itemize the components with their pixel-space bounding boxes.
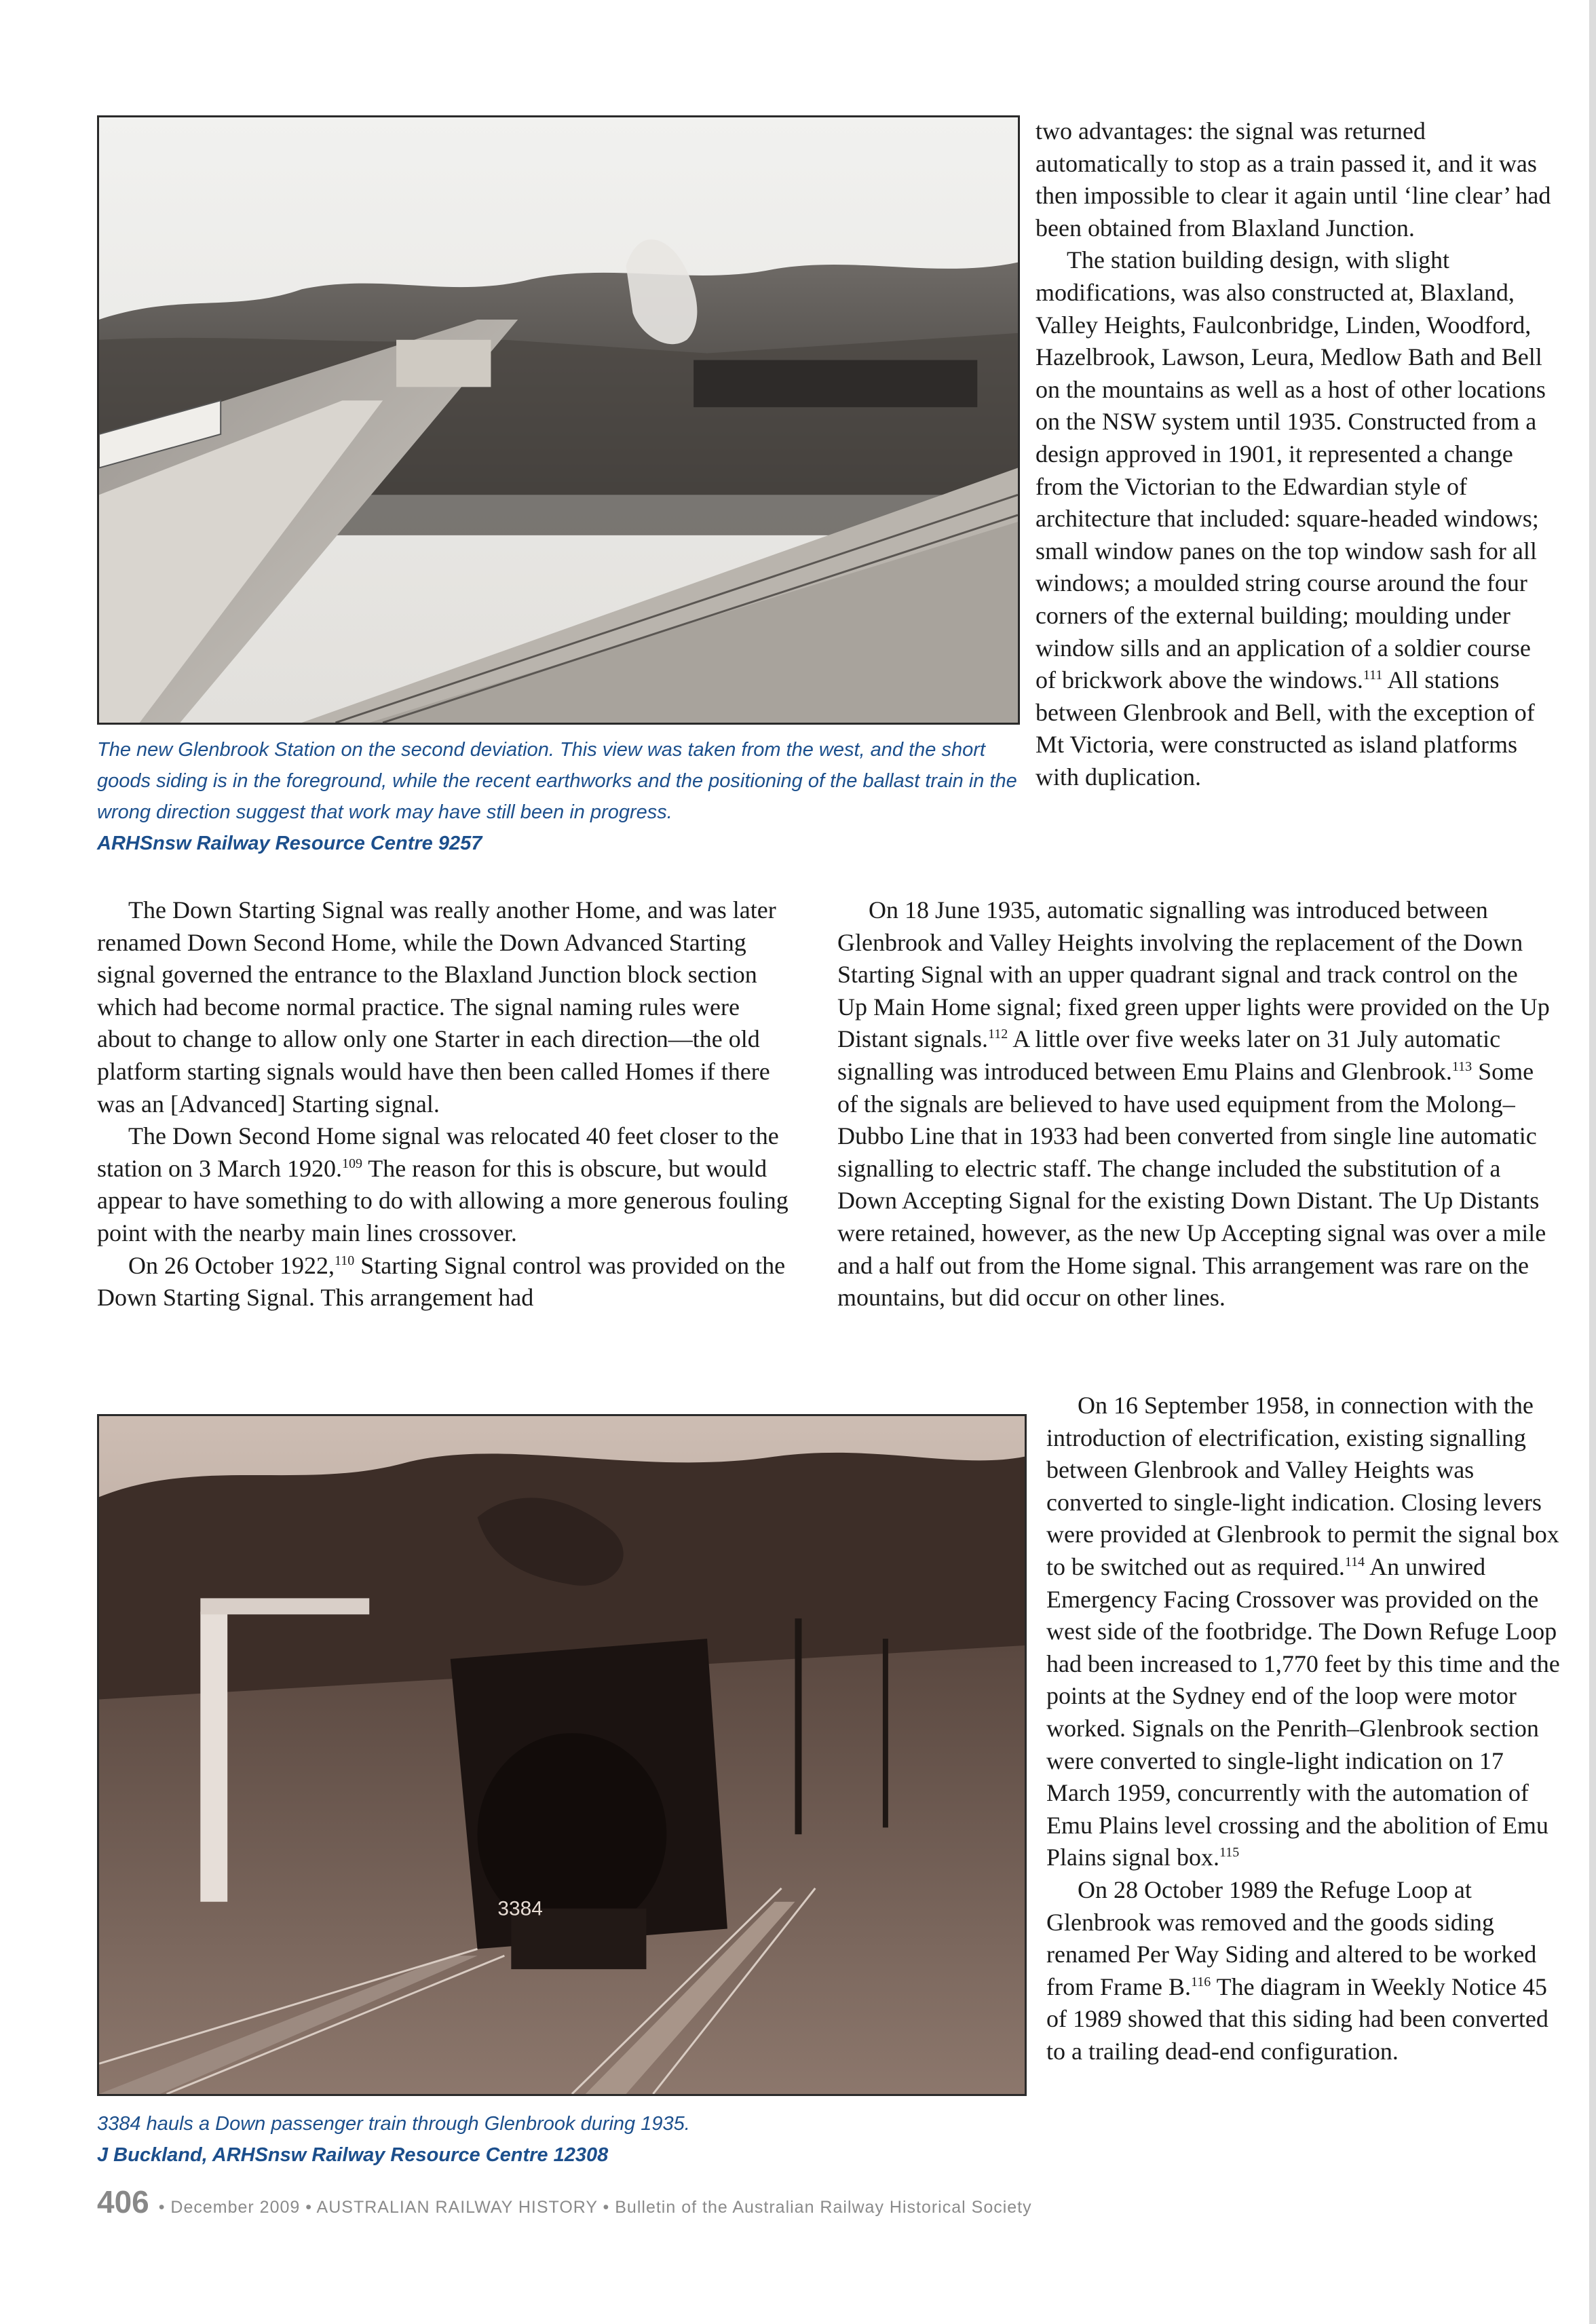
locomotive-photo-caption — [97, 2108, 1027, 2171]
photo-credit: J Buckland, ARHSnsw Railway Resource Centre 12308 — [97, 2144, 609, 2166]
locomotive-photo — [97, 1414, 1027, 2096]
text-run: The reason for this is obscure, but would appear to have something to do with allowing a more generous fouling point with the nearby main lines crossover. — [97, 1154, 788, 1246]
text-run: On 18 June 1935, automatic signalling was introduced between Glenbrook and Valley Heights involving the replacement of the Down Starting Signal with an upper quadrant signal and track control on the Up Main Home signal; fixed green upper lights were provided on the Up Distant signals. — [837, 896, 1550, 1053]
text-run: The station building design, with slight modifications, was also constructed at, Blaxland, Valley Heights, Faulconbridge, Linden, Woodford, Hazelbrook, Lawson, Leura, Medlow Bath and Bell on the mountains as well as a host of other locations on the NSW system until 1935. Constructed from a design approved in 1901, it represented a change from the Victorian to the Edwardian style of architecture that included: square-headed windows; small window panes on the top window sash for all windows; a moulded string course around the four corners of the external building; moulding under window sills and an application of a soldier course of brickwork above the windows. — [1036, 246, 1546, 694]
caption-text: 3384 hauls a Down passenger train through Glenbrook during 1935. — [97, 2113, 690, 2135]
paragraph — [97, 1120, 796, 1249]
engine-number: 3384 — [497, 1897, 543, 1920]
right-column-bottom — [1046, 1390, 1562, 2068]
right-column-middle — [837, 894, 1550, 1314]
footer-text: • December 2009 • AUSTRALIAN RAILWAY HISTORY • Bulletin of the Australian Railway Historical Society — [153, 2198, 1032, 2217]
paragraph — [837, 894, 1550, 1314]
footnote-ref: 116 — [1190, 1974, 1211, 1989]
caption-text: The new Glenbrook Station on the second deviation. This view was taken from the west, and the short goods siding is in the foreground, while the recent earthworks and the positioning of the ballast train in the wrong direction suggest that work may have still been in progress. — [97, 739, 1017, 823]
left-column-text — [97, 894, 796, 1314]
paragraph: two advantages: the signal was returned automatically to stop as a train passed it, and it was then impossible to clear it again until ‘line clear’ had been obtained from Blaxland Junction. — [1036, 117, 1551, 242]
station-photo — [97, 115, 1020, 725]
text-run: An unwired Emergency Facing Crossover was provided on the west side of the footbridge. The Down Refuge Loop had been increased to 1,770 feet by this time and the points at the Sydney end of the loop were motor worked. Signals on the Penrith–Glenbrook section were converted to single-light indication on 17 March 1959, concurrently with the automation of Emu Plains level crossing and the abolition of Emu Plains signal box. — [1046, 1552, 1560, 1871]
text-run: Starting Signal control was provided on the Down Starting Signal. This arrangement had — [97, 1251, 786, 1312]
page-number: 406 — [97, 2184, 149, 2220]
footnote-ref: 112 — [988, 1027, 1008, 1042]
text-run: On 26 October 1922, — [128, 1251, 335, 1279]
text-run: All stations between Glenbrook and Bell, with the exception of Mt Victoria, were constructed as island platforms with duplication. — [1036, 666, 1535, 790]
photo-credit: ARHSnsw Railway Resource Centre 9257 — [97, 833, 482, 854]
footnote-ref: 114 — [1344, 1554, 1365, 1569]
text-run: A little over five weeks later on 31 July automatic signalling was introduced between Emu Plains and Glenbrook. — [837, 1025, 1501, 1085]
text-run: On 16 September 1958, in connection with the introduction of electrification, existing signalling between Glenbrook and Valley Heights was converted to single-light indication. Closing levers were provided at Glenbrook to permit the signal box to be switched out as required. — [1046, 1392, 1559, 1580]
paragraph — [97, 1250, 796, 1314]
text-run: On 28 October 1989 the Refuge Loop at Glenbrook was removed and the goods siding renamed Per Way Siding and altered to be worked from Frame B. — [1046, 1875, 1537, 2000]
scan-edge — [1589, 0, 1596, 2324]
text-run: The Down Second Home signal was relocated 40 feet closer to the station on 3 March 1920. — [97, 1122, 779, 1182]
text-run: The diagram in Weekly Notice 45 of 1989 showed that this siding had been converted to a trailing dead-end configuration. — [1046, 1973, 1548, 2065]
footnote-ref: 113 — [1451, 1059, 1472, 1074]
paragraph: The Down Starting Signal was really another Home, and was later renamed Down Second Home, while the Down Advanced Starting signal governed the entrance to the Blaxland Junction block section which had become normal practice. The signal naming rules were about to change to allow only one Starter in each direction—the old platform starting signals would have then been called Homes if there was an [Advanced] Starting signal. — [97, 896, 776, 1118]
footnote-ref: 110 — [334, 1253, 355, 1268]
paragraph — [1046, 1390, 1562, 1874]
footnote-ref: 111 — [1363, 668, 1383, 683]
paragraph — [1046, 1874, 1562, 2068]
text-run: Some of the signals are believed to have used equipment from the Molong–Dubbo Line that in 1933 had been converted from single line automatic signalling to electric staff. The change included the substitution of a Down Accepting Signal for the existing Down Distant. The Up Distants were retained, however, as the new Up Accepting signal was over a mile and a half out from the Home signal. This arrangement was rare on the mountains, but did occur on other lines. — [837, 1057, 1546, 1312]
footnote-ref: 115 — [1219, 1845, 1240, 1861]
station-photo-caption — [97, 734, 1027, 859]
page-footer — [97, 2184, 1032, 2220]
footnote-ref: 109 — [341, 1156, 362, 1171]
right-column-top — [1036, 115, 1551, 793]
paragraph — [1036, 244, 1551, 793]
